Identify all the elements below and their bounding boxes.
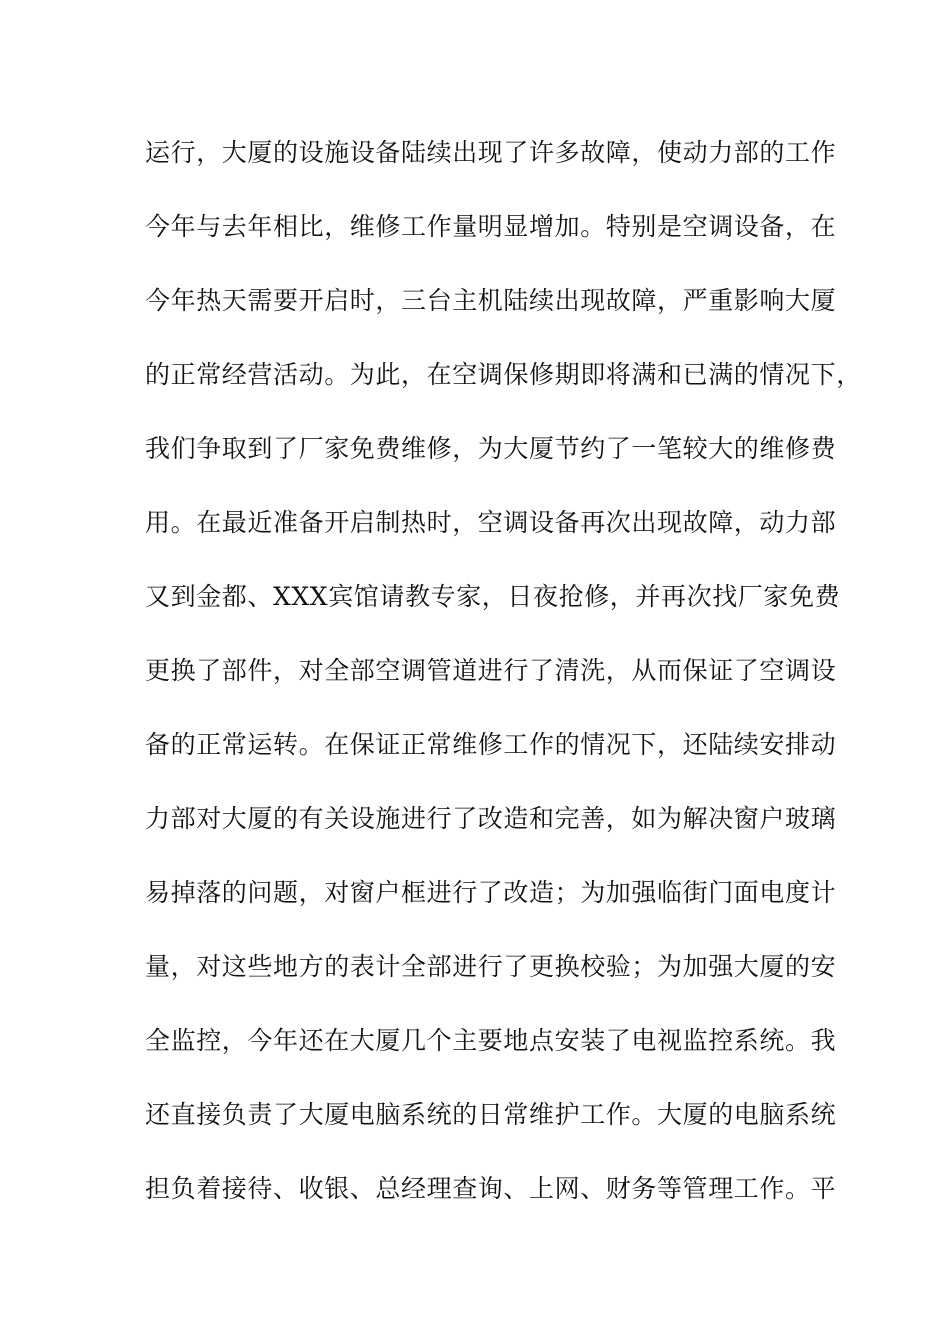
text-line-6: 用。在最近准备开启制热时，空调设备再次出现故障，动力部: [145, 508, 837, 537]
text-line-11: 易掉落的问题，对窗户框进行了改造；为加强临街门面电度计: [145, 878, 837, 907]
text-line-12: 量，对这些地方的表计全部进行了更换校验；为加强大厦的安: [145, 952, 837, 981]
text-line-14: 还直接负责了大厦电脑系统的日常维护工作。大厦的电脑系统: [145, 1100, 837, 1129]
text-line-3: 今年热天需要开启时，三台主机陆续出现故障，严重影响大厦: [145, 286, 837, 315]
text-line-9: 备的正常运转。在保证正常维修工作的情况下，还陆续安排动: [145, 730, 837, 759]
text-line-8: 更换了部件，对全部空调管道进行了清洗，从而保证了空调设: [145, 656, 837, 685]
text-line-10: 力部对大厦的有关设施进行了改造和完善，如为解决窗户玻璃: [145, 804, 837, 833]
text-line-4: 的正常经营活动。为此，在空调保修期即将满和已满的情况下，: [145, 360, 862, 389]
body-text: [145, 127, 862, 1237]
text-line-5: 我们争取到了厂家免费维修，为大厦节约了一笔较大的维修费: [145, 434, 837, 463]
text-line-13: 全监控，今年还在大厦几个主要地点安装了电视监控系统。我: [145, 1026, 837, 1055]
text-line-15: 担负着接待、收银、总经理查询、上网、财务等管理工作。平: [145, 1174, 837, 1203]
text-line-2: 今年与去年相比，维修工作量明显增加。特别是空调设备，在: [145, 212, 837, 241]
text-line-1: 运行，大厦的设施设备陆续出现了许多故障，使动力部的工作: [145, 138, 837, 167]
text-line-7: 又到金都、XXX宾馆请教专家，日夜抢修，并再次找厂家免费: [145, 582, 841, 611]
